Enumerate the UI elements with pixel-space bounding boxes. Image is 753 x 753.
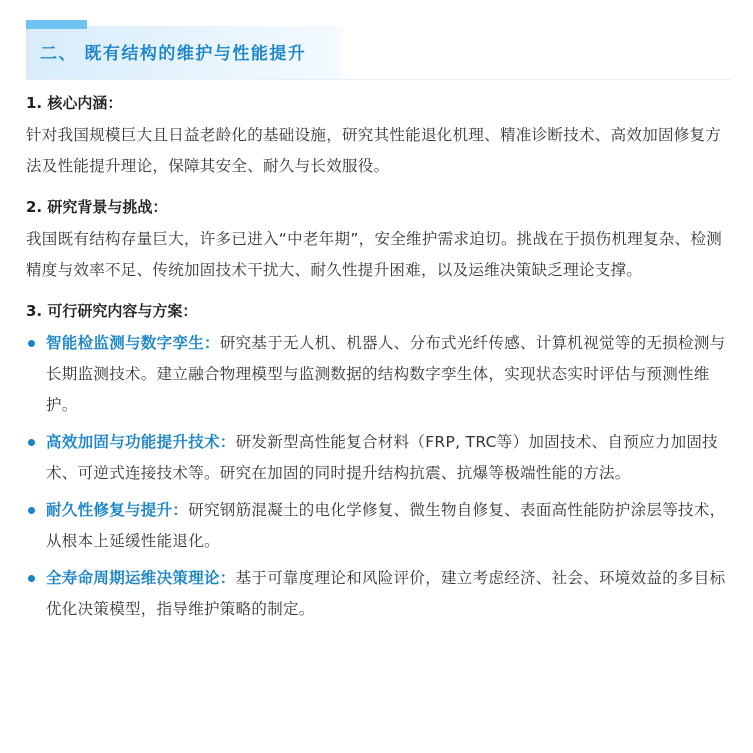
list-item-text: 研究基于无人机、机器人、分布式光纤传感、计算机视觉等的无损检测与长期监测技术。建立融合物理模型与监测数据的结构数字孪生体，实现状态实时评估与预测性维护。 [46,334,726,414]
article-body [26,92,736,639]
subsection-heading: 3. 可行研究内容与方案： [26,302,198,320]
list-item-text: 基于可靠度理论和风险评价，建立考虑经济、社会、环境效益的多目标优化决策模型，指导维护策略的制定。 [46,569,726,618]
bullet-dot-icon [28,575,35,582]
paragraph: 我国既有结构存量巨大，许多已进入“中老年期”，安全维护需求迫切。挑战在于损伤机理复杂、检测精度与效率不足、传统加固技术干扰大、耐久性提升困难，以及运维决策缺乏理论支撑。 [26,230,723,279]
section-title: 二、 既有结构的维护与性能提升 [40,44,307,64]
list-item [26,328,736,421]
header-accent-bar [26,20,87,29]
bullet-dot-icon [28,507,35,514]
list-item-title: 耐久性修复与提升： [46,501,189,519]
list-item-title: 全寿命周期运维决策理论： [46,569,236,587]
subsection-heading: 2. 研究背景与挑战： [26,198,168,216]
section-core-meaning [26,92,736,182]
subsection-heading: 1. 核心内涵： [26,94,123,112]
list-item-title: 智能检监测与数字孪生： [46,334,220,352]
header-divider [26,79,731,80]
list-item [26,563,736,625]
list-item-text: 研发新型高性能复合材料（FRP, TRC等）加固技术、自预应力加固技术、可逆式连接技术等。研究在加固的同时提升结构抗震、抗爆等极端性能的方法。 [46,433,718,482]
list-item [26,495,736,557]
list-item [26,427,736,489]
bullet-dot-icon [28,340,35,347]
paragraph: 针对我国规模巨大且日益老龄化的基础设施，研究其性能退化机理、精准诊断技术、高效加固修复方法及性能提升理论，保障其安全、耐久与长效服役。 [26,126,722,175]
bullet-list [26,328,736,625]
bullet-dot-icon [28,439,35,446]
list-item-text: 研究钢筋混凝土的电化学修复、微生物自修复、表面高性能防护涂层等技术，从根本上延缓性能退化。 [46,501,726,550]
section-research-content [26,300,736,625]
list-item-title: 高效加固与功能提升技术： [46,433,236,451]
section-background-challenges [26,196,736,286]
